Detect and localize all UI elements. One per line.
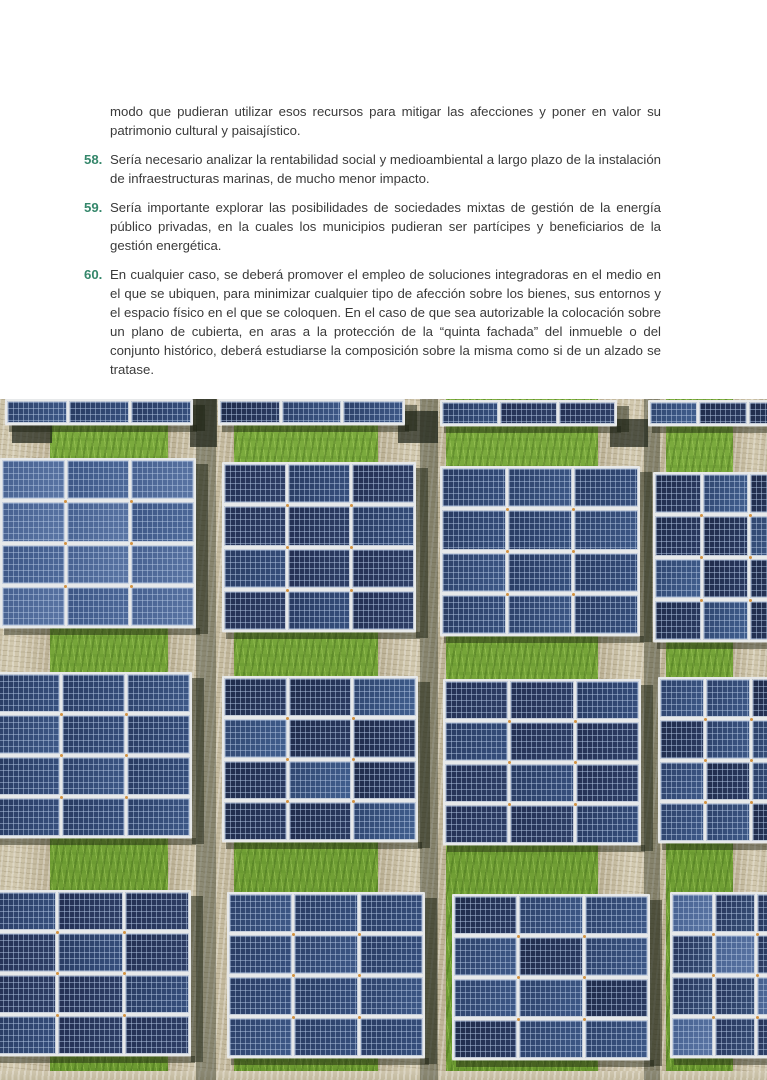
solar-module [58, 933, 122, 971]
solar-module [294, 935, 357, 973]
mount-clamp [286, 717, 289, 720]
solar-array [227, 892, 425, 1058]
mount-clamp [749, 514, 752, 517]
array-shadow-bottom [4, 628, 200, 635]
solar-module [715, 1018, 756, 1056]
array-shadow-right [418, 682, 430, 848]
array-shadow-right [191, 896, 203, 1062]
solar-array [5, 399, 193, 425]
solar-module [672, 977, 713, 1015]
solar-module [294, 1018, 357, 1056]
solar-module [0, 933, 56, 971]
solar-module [715, 935, 756, 973]
mount-clamp [508, 803, 511, 806]
mount-clamp [572, 550, 575, 553]
solar-module [660, 679, 704, 717]
solar-module [508, 595, 572, 634]
solar-module [288, 591, 350, 630]
mount-clamp [60, 713, 63, 716]
solar-module [352, 549, 414, 588]
solar-module [757, 1018, 767, 1056]
mount-clamp [712, 933, 715, 936]
mount-clamp [60, 796, 63, 799]
mount-clamp [56, 931, 59, 934]
text-block [84, 102, 661, 389]
paragraph-number: 59. [84, 200, 103, 215]
solar-module [442, 510, 506, 549]
mount-clamp [123, 1014, 126, 1017]
solar-module [224, 802, 287, 840]
solar-module [0, 757, 60, 795]
mount-clamp [506, 550, 509, 553]
solar-module [655, 559, 701, 598]
solar-module [703, 601, 749, 640]
solar-module [757, 894, 767, 932]
solar-array [0, 458, 196, 628]
solar-module [0, 798, 60, 836]
mount-clamp [712, 1016, 715, 1019]
solar-module [750, 559, 767, 598]
solar-module [289, 719, 352, 757]
solar-module [127, 674, 190, 712]
solar-module [58, 975, 122, 1013]
solar-array [440, 466, 640, 636]
solar-module [67, 460, 130, 499]
solar-module [576, 805, 639, 843]
mount-clamp [572, 593, 575, 596]
array-shadow-bottom [657, 642, 767, 649]
solar-module [7, 401, 67, 423]
solar-module [672, 894, 713, 932]
solar-module [510, 681, 573, 719]
solar-module [352, 506, 414, 545]
array-shadow-bottom [674, 1058, 767, 1065]
solar-module [288, 506, 350, 545]
mount-clamp [123, 972, 126, 975]
solar-module [224, 761, 287, 799]
mount-clamp [123, 931, 126, 934]
solar-module [127, 798, 190, 836]
paragraph [84, 150, 661, 188]
solar-module [125, 933, 189, 971]
solar-module [750, 601, 767, 640]
solar-module [752, 803, 767, 841]
mount-clamp [286, 504, 289, 507]
mount-clamp [574, 761, 577, 764]
solar-module [445, 681, 508, 719]
solar-module [442, 468, 506, 507]
solar-module [229, 977, 292, 1015]
mount-clamp [292, 933, 295, 936]
mount-clamp [292, 974, 295, 977]
solar-module [574, 510, 638, 549]
solar-module [660, 720, 704, 758]
solar-array [440, 400, 617, 426]
solar-module [574, 595, 638, 634]
solar-module [229, 894, 292, 932]
mount-clamp [286, 589, 289, 592]
solar-module [131, 502, 194, 541]
mount-clamp [130, 585, 133, 588]
mount-clamp [700, 556, 703, 559]
mount-clamp [749, 556, 752, 559]
paragraph-text: Sería necesario analizar la rentabilidad social y medioambiental a largo plazo de la instalación de infraestructuras marinas, de mucho menor impacto. [110, 152, 661, 186]
mount-clamp [350, 546, 353, 549]
solar-module [2, 587, 65, 626]
solar-module [288, 464, 350, 503]
solar-module [2, 545, 65, 584]
solar-module [289, 802, 352, 840]
mount-clamp [125, 796, 128, 799]
solar-module [353, 678, 416, 716]
solar-module [454, 1020, 517, 1058]
solar-module [757, 977, 767, 1015]
solar-module [706, 720, 750, 758]
mount-clamp [286, 758, 289, 761]
mount-clamp [125, 713, 128, 716]
solar-module [131, 460, 194, 499]
solar-module [576, 764, 639, 802]
solar-module [58, 892, 122, 930]
mount-clamp [517, 976, 520, 979]
solar-module [62, 674, 125, 712]
array-shadow-right [196, 464, 208, 634]
solar-array [443, 679, 641, 845]
solar-module [224, 591, 286, 630]
mount-clamp [358, 974, 361, 977]
solar-array [222, 462, 416, 632]
solar-module [752, 679, 767, 717]
array-shadow-right [640, 472, 652, 642]
solar-module [125, 975, 189, 1013]
solar-module [360, 894, 423, 932]
mount-clamp [583, 935, 586, 938]
solar-module [574, 553, 638, 592]
mount-clamp [704, 718, 707, 721]
solar-array [670, 892, 767, 1058]
solar-module [510, 764, 573, 802]
solar-module [224, 678, 287, 716]
solar-module [2, 502, 65, 541]
solar-module [0, 1016, 56, 1054]
mount-clamp [352, 758, 355, 761]
mount-clamp [704, 759, 707, 762]
mount-clamp [352, 800, 355, 803]
solar-module [224, 506, 286, 545]
array-shadow-bottom [444, 636, 644, 643]
solar-module [650, 402, 697, 424]
solar-module [282, 401, 342, 423]
array-shadow-bottom [222, 425, 409, 432]
solar-module [519, 937, 582, 975]
solar-array [218, 399, 405, 425]
solar-module [454, 979, 517, 1017]
mount-clamp [130, 542, 133, 545]
solar-module [67, 502, 130, 541]
array-shadow-right [425, 898, 437, 1064]
solar-module [750, 516, 767, 555]
array-shadow-bottom [9, 425, 197, 432]
solar-module [67, 545, 130, 584]
solar-module [519, 979, 582, 1017]
solar-module [125, 892, 189, 930]
solar-module [699, 402, 746, 424]
mount-clamp [64, 542, 67, 545]
mount-clamp [350, 504, 353, 507]
mount-clamp [583, 1018, 586, 1021]
solar-module [706, 803, 750, 841]
solar-module [655, 474, 701, 513]
solar-module [224, 549, 286, 588]
paragraph-text: En cualquier caso, se deberá promover el empleo de soluciones integradoras en el medio en el que se ubiquen, para minimizar cualquier tipo de afección sobre los bienes, sus entornos y el espacio físico en el que se coloquen. En el caso de que sea autorizable la colocación sobre un plano de cubierta, en aras a la protección de la “quinta fachada” del inmueble o del conjunto histórico, deberá estudiarse la composición sobre la misma como si de un alzado se tratase. [110, 267, 661, 377]
paragraph-number: 60. [84, 267, 103, 282]
array-shadow-bottom [226, 842, 422, 849]
array-shadow-right [641, 685, 653, 851]
array-shadow-bottom [456, 1060, 654, 1067]
array-shadow-bottom [226, 632, 420, 639]
mount-clamp [750, 801, 753, 804]
mount-clamp [506, 508, 509, 511]
solar-module [660, 803, 704, 841]
mount-clamp [292, 1016, 295, 1019]
solar-module [442, 595, 506, 634]
solar-module [749, 402, 767, 424]
mount-clamp [700, 514, 703, 517]
solar-module [672, 935, 713, 973]
paragraph-number: 58. [84, 152, 103, 167]
solar-module [703, 516, 749, 555]
solar-module [352, 464, 414, 503]
solar-module [715, 977, 756, 1015]
mount-clamp [574, 803, 577, 806]
solar-module [445, 722, 508, 760]
solar-module [62, 715, 125, 753]
solar-module [224, 464, 286, 503]
solar-module [360, 977, 423, 1015]
solar-module [510, 722, 573, 760]
solar-module [294, 977, 357, 1015]
solar-module [229, 935, 292, 973]
mount-clamp [574, 720, 577, 723]
solar-module [0, 715, 60, 753]
mount-clamp [572, 508, 575, 511]
array-shadow-right [650, 900, 662, 1066]
solar-panels-photo [0, 399, 767, 1080]
solar-module [131, 401, 191, 423]
mount-clamp [130, 500, 133, 503]
solar-module [353, 761, 416, 799]
paragraph [84, 265, 661, 379]
mount-clamp [756, 1016, 759, 1019]
solar-array [452, 894, 650, 1060]
paragraph-text: modo que pudieran utilizar esos recursos para mitigar las afecciones y poner en valor su patrimonio cultural y paisajístico. [110, 104, 661, 138]
mount-clamp [700, 599, 703, 602]
solar-module [703, 559, 749, 598]
solar-module [343, 401, 403, 423]
solar-module [0, 674, 60, 712]
solar-module [442, 402, 498, 424]
solar-array [0, 890, 191, 1056]
solar-module [62, 798, 125, 836]
solar-module [508, 553, 572, 592]
paragraph [84, 198, 661, 255]
solar-module [703, 474, 749, 513]
solar-module [131, 587, 194, 626]
mount-clamp [749, 599, 752, 602]
solar-module [706, 679, 750, 717]
solar-module [559, 402, 615, 424]
array-shadow-right [416, 468, 428, 638]
solar-module [585, 937, 648, 975]
mount-clamp [358, 933, 361, 936]
mount-clamp [750, 718, 753, 721]
mount-clamp [56, 972, 59, 975]
solar-module [58, 1016, 122, 1054]
array-shadow-right [192, 678, 204, 844]
solar-module [445, 805, 508, 843]
solar-module [508, 468, 572, 507]
solar-module [294, 894, 357, 932]
array-shadow-bottom [0, 1056, 195, 1063]
solar-module [750, 474, 767, 513]
array-shadow-bottom [447, 845, 645, 852]
mount-clamp [125, 754, 128, 757]
solar-module [752, 762, 767, 800]
solar-module [125, 1016, 189, 1054]
solar-module [69, 401, 129, 423]
solar-array [0, 672, 192, 838]
solar-module [752, 720, 767, 758]
solar-module [67, 587, 130, 626]
array-shadow-bottom [652, 426, 767, 433]
solar-module [576, 681, 639, 719]
mount-clamp [286, 546, 289, 549]
mount-clamp [583, 976, 586, 979]
array-shadow-bottom [662, 843, 767, 850]
mount-clamp [712, 974, 715, 977]
array-shadow-bottom [231, 1058, 429, 1065]
solar-module [574, 468, 638, 507]
mount-clamp [517, 1018, 520, 1021]
solar-module [655, 516, 701, 555]
solar-module [508, 510, 572, 549]
mount-clamp [508, 720, 511, 723]
solar-module [445, 764, 508, 802]
solar-module [715, 894, 756, 932]
array-shadow-bottom [444, 426, 621, 433]
solar-module [757, 935, 767, 973]
paragraph [110, 102, 661, 140]
solar-module [519, 896, 582, 934]
solar-module [585, 896, 648, 934]
solar-module [288, 549, 350, 588]
solar-module [62, 757, 125, 795]
mount-clamp [704, 801, 707, 804]
paragraph-text: Sería importante explorar las posibilidades de sociedades mixtas de gestión de la energía público privadas, en la cuales los municipios pudieran ser partícipes y beneficiarios de la gestión energética. [110, 200, 661, 253]
solar-module [500, 402, 556, 424]
solar-array [648, 400, 767, 426]
solar-module [229, 1018, 292, 1056]
solar-module [660, 762, 704, 800]
mount-clamp [350, 589, 353, 592]
mount-clamp [506, 593, 509, 596]
mount-clamp [64, 585, 67, 588]
solar-module [510, 805, 573, 843]
solar-module [442, 553, 506, 592]
solar-module [352, 591, 414, 630]
solar-module [454, 937, 517, 975]
mount-clamp [64, 500, 67, 503]
mount-clamp [508, 761, 511, 764]
solar-module [672, 1018, 713, 1056]
mount-clamp [756, 974, 759, 977]
mount-clamp [286, 800, 289, 803]
solar-module [519, 1020, 582, 1058]
solar-module [2, 460, 65, 499]
solar-module [0, 892, 56, 930]
solar-module [706, 762, 750, 800]
solar-module [0, 975, 56, 1013]
solar-module [353, 719, 416, 757]
solar-module [220, 401, 280, 423]
solar-module [127, 715, 190, 753]
array-shadow-bottom [0, 838, 196, 845]
solar-module [360, 935, 423, 973]
solar-module [454, 896, 517, 934]
solar-module [655, 601, 701, 640]
mount-clamp [750, 759, 753, 762]
solar-module [353, 802, 416, 840]
mount-clamp [352, 717, 355, 720]
solar-module [131, 545, 194, 584]
solar-module [576, 722, 639, 760]
solar-module [127, 757, 190, 795]
mount-clamp [358, 1016, 361, 1019]
mount-clamp [60, 754, 63, 757]
solar-array [222, 676, 418, 842]
solar-module [585, 1020, 648, 1058]
solar-module [360, 1018, 423, 1056]
mount-clamp [56, 1014, 59, 1017]
solar-module [585, 979, 648, 1017]
solar-module [289, 678, 352, 716]
solar-module [224, 719, 287, 757]
solar-module [289, 761, 352, 799]
mount-clamp [517, 935, 520, 938]
mount-clamp [756, 933, 759, 936]
